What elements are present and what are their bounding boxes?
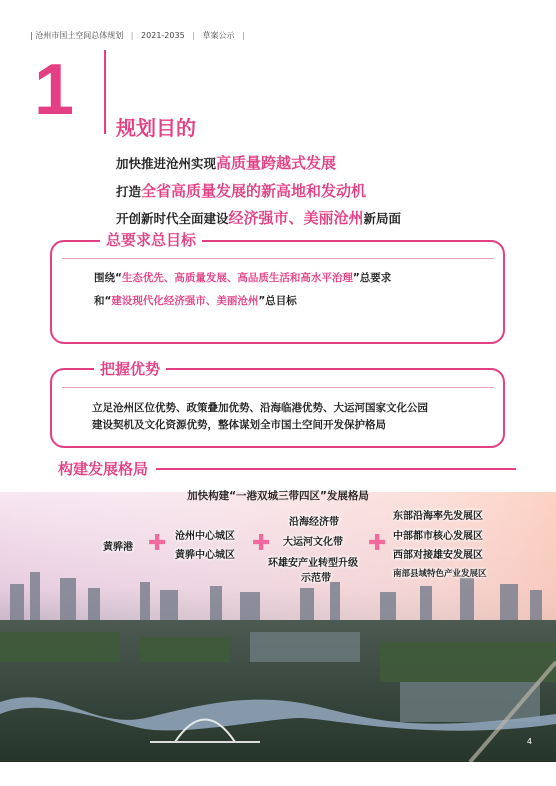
advantage-text-2: 建设契机及文化资源优势，整体谋划全市国土空间开发保护格局 [92,419,386,431]
plus-icon: ✚ [252,531,271,556]
node-city-1: 沧州中心城区 [175,531,235,542]
goals-text-2: 和“建设现代化经济强市、美丽沧州”总目标 [94,295,297,307]
layout-title: 构建发展格局 [50,458,156,479]
intro-line-3: 开创新时代全面建设经济强市、美丽沧州新局面 [116,209,402,227]
chapter-divider [104,50,106,134]
node-city-2: 黄骅中心城区 [175,550,235,561]
node-belt-1: 沿海经济带 [289,517,339,528]
goals-title: 总要求总目标 [100,229,202,250]
header-bar-icon: | [30,31,33,40]
header-period: 2021-2035 [141,31,185,40]
goals-divider [62,258,494,259]
intro-line-1: 加快推进沧州实现高质量跨越式发展 [116,154,337,172]
plus-icon: ✚ [368,531,387,556]
node-belt-2: 大运河文化带 [283,537,343,548]
layout-subtitle: 加快构建“一港双城三带四区”发展格局 [187,490,369,502]
node-zone-2: 中部都市核心发展区 [393,531,483,542]
chapter-title: 规划目的 [116,116,196,140]
goals-text-1: 围绕“生态优先、高质量发展、高品质生活和高水平治理”总要求 [94,272,392,284]
header-status: 草案公示 [202,31,235,40]
node-zone-1: 东部沿海率先发展区 [393,511,483,522]
advantage-text-1: 立足沧州区位优势、政策叠加优势、沿海临港优势、大运河国家文化公园 [92,402,428,414]
plus-icon: ✚ [148,531,167,556]
advantage-divider [62,387,494,388]
node-zone-4: 南部县域特色产业发展区 [393,569,487,579]
chapter-number: 1 [34,50,73,130]
page-header: | 沧州市国土空间总体规划 | 2021-2035 | 草案公示 | [30,31,245,40]
page-number: 4 [526,737,532,746]
header-doc-title: 沧州市国土空间总体规划 [35,31,124,40]
node-belt-3b: 示范带 [301,573,331,584]
intro-line-2: 打造全省高质量发展的新高地和发动机 [116,182,367,200]
node-port: 黄骅港 [103,542,133,553]
node-belt-3: 环雄安产业转型升级 [268,558,358,569]
advantage-title: 把握优势 [94,358,166,379]
node-zone-3: 西部对接雄安发展区 [393,550,483,561]
